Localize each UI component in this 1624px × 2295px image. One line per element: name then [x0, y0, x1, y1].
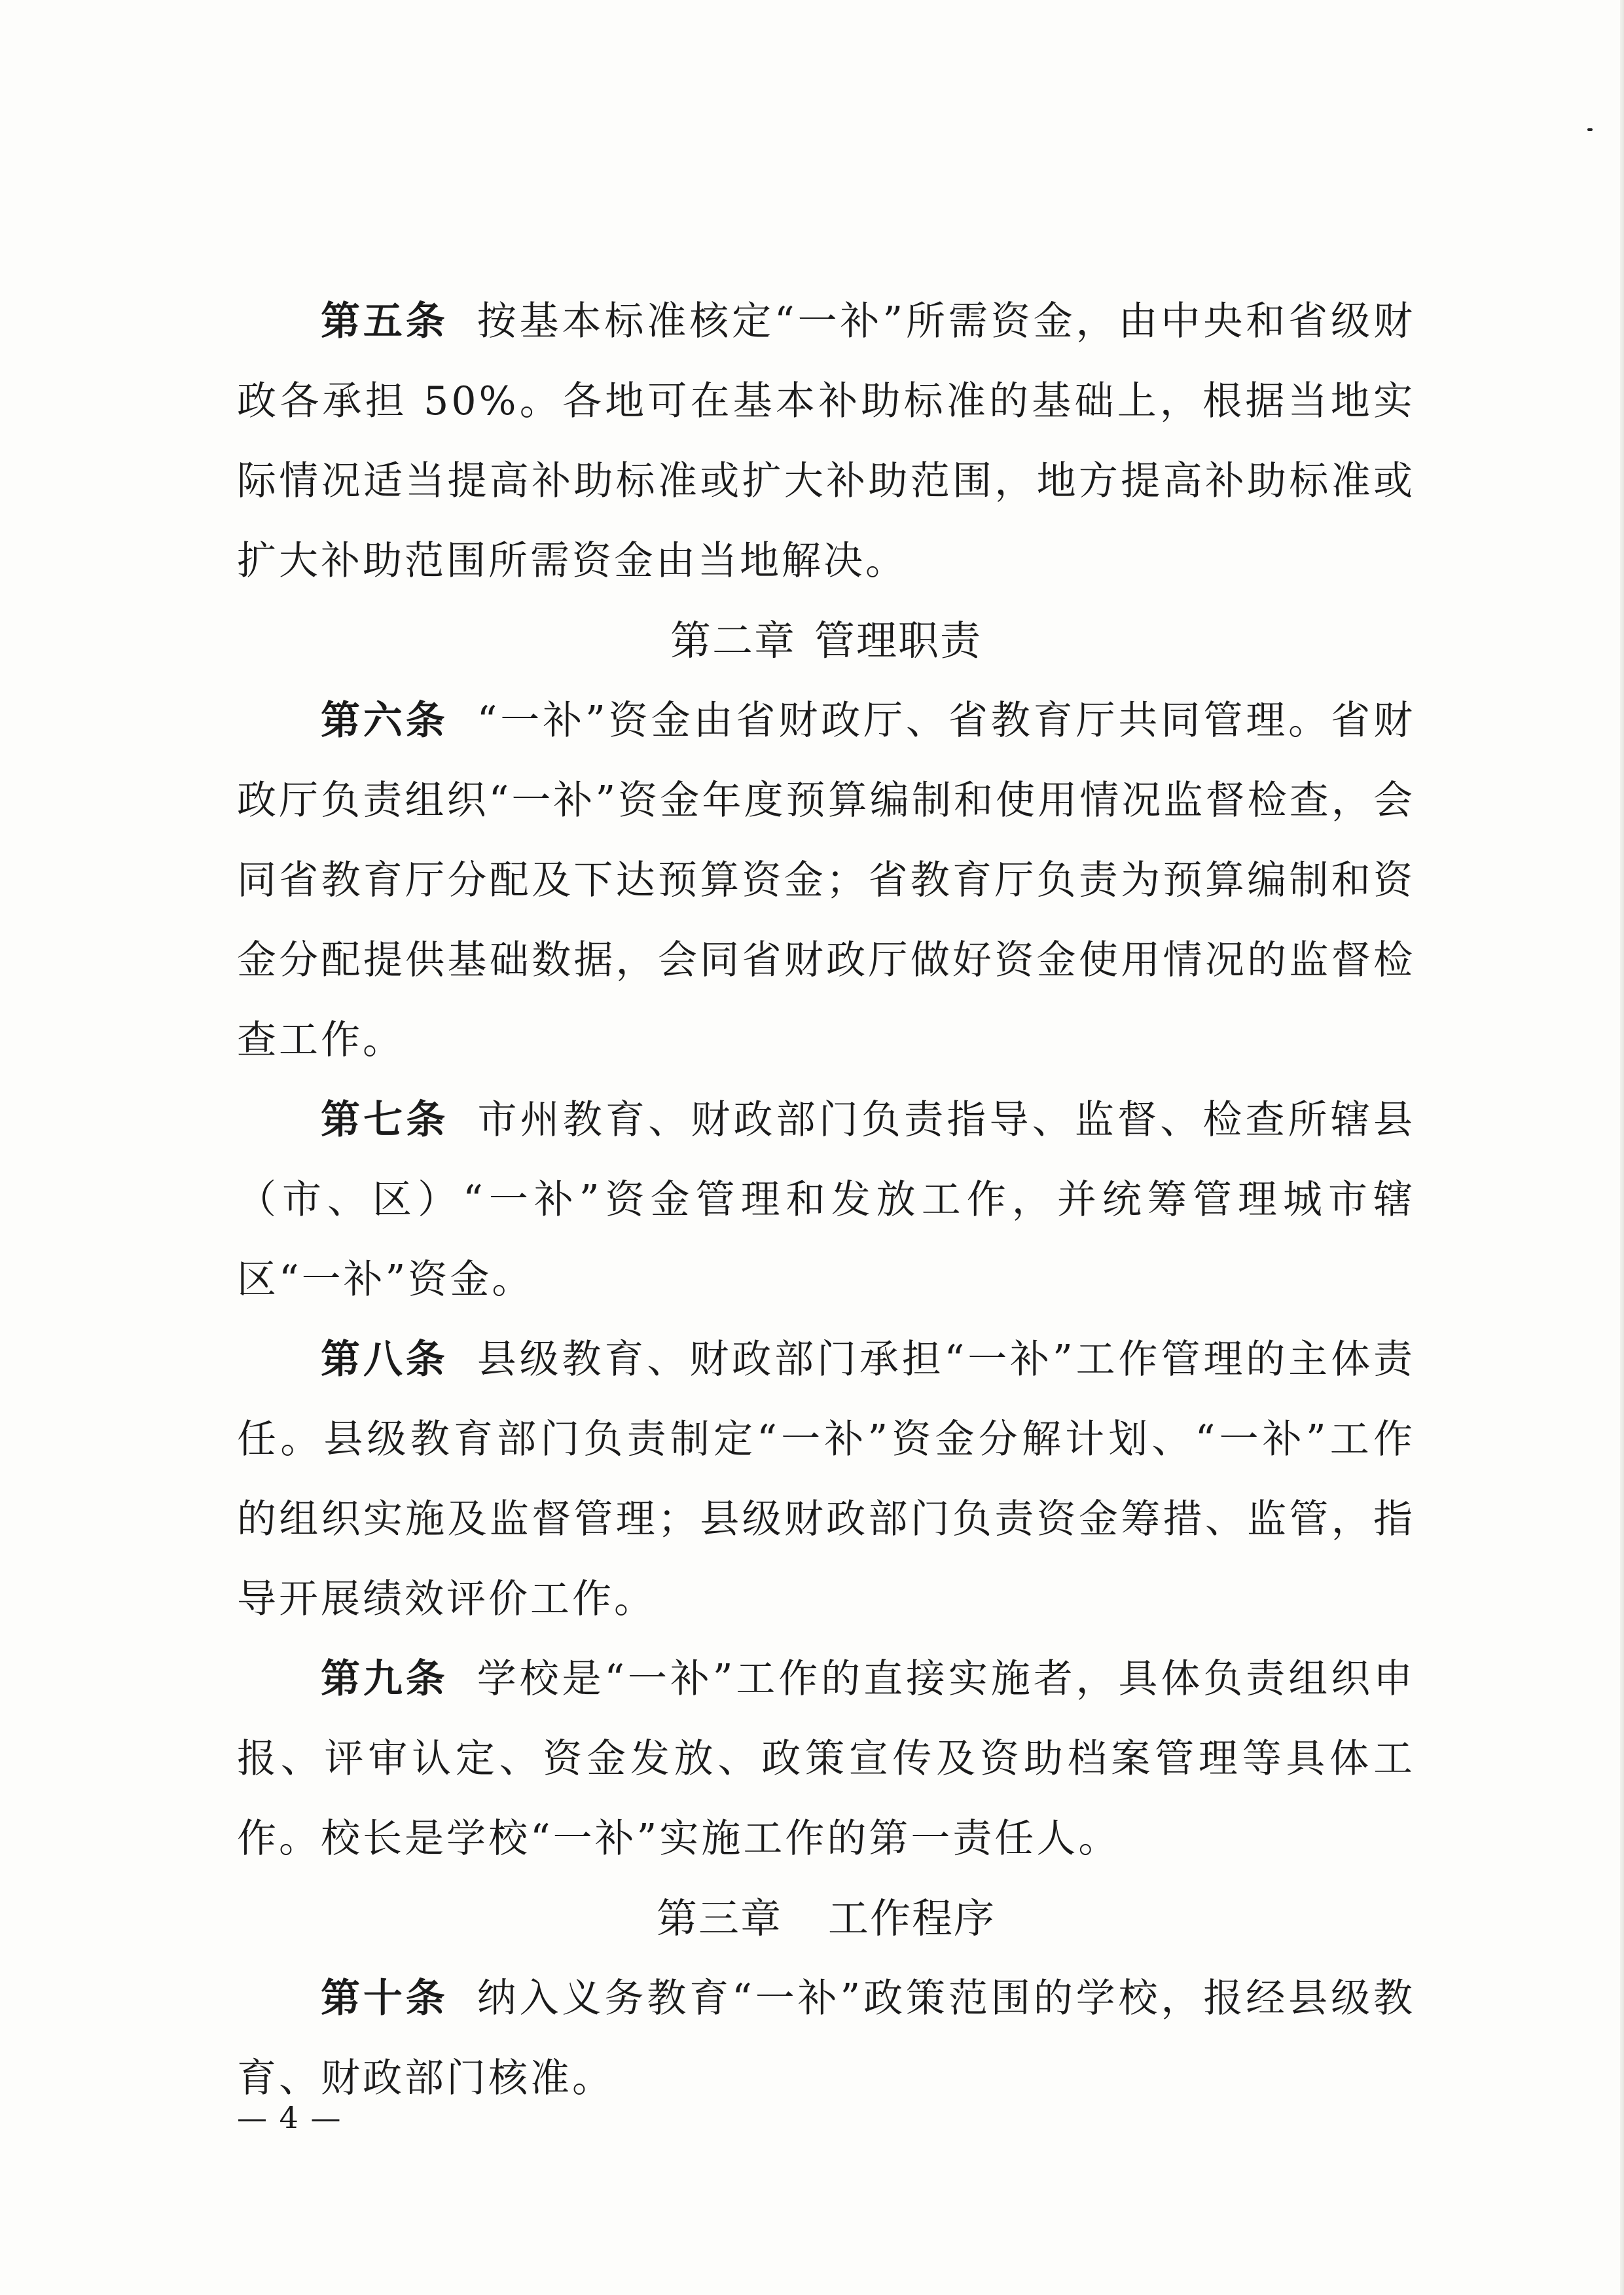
article-9-heading: 第九条	[321, 1656, 448, 1702]
article-9-text: 学校是“一补”工作的直接实施者，具体负责组织申报、评审认定、资金发放、政策宣传及资助档案管理等具体工作。校长是学校“一补”实施工作的第一责任人。	[237, 1656, 1415, 1862]
article-10-heading: 第十条	[321, 1976, 448, 2021]
article-8	[237, 1320, 1415, 1639]
document-body	[237, 281, 1415, 2118]
article-7	[237, 1080, 1415, 1320]
page-number: — 4 —	[237, 2100, 342, 2135]
article-6-text: “一补”资金由省财政厅、省教育厅共同管理。省财政厅负责组织“一补”资金年度预算编制和使用情况监督检查，会同省教育厅分配及下达预算资金；省教育厅负责为预算编制和资金分配提供基础数据，会同省财政厅做好资金使用情况的监督检查工作。	[237, 698, 1415, 1063]
scan-speck	[1587, 128, 1593, 131]
article-5-text: 按基本标准核定“一补”所需资金，由中央和省级财政各承担 50%。各地可在基本补助标准的基础上，根据当地实际情况适当提高补助标准或扩大补助范围，地方提高补助标准或扩大补助范围所需资金由当地解决。	[237, 298, 1415, 584]
scan-edge	[1620, 0, 1624, 2295]
chapter-2-number: 第二章	[670, 617, 796, 664]
article-6	[237, 681, 1415, 1080]
chapter-2-heading	[237, 601, 1415, 681]
article-10	[237, 1959, 1415, 2118]
chapter-2-title: 管理职责	[814, 617, 983, 664]
article-7-text: 市州教育、财政部门负责指导、监督、检查所辖县（市、区）“一补”资金管理和发放工作，并统筹管理城市辖区“一补”资金。	[237, 1097, 1415, 1303]
article-8-heading: 第八条	[321, 1337, 448, 1382]
article-8-text: 县级教育、财政部门承担“一补”工作管理的主体责任。县级教育部门负责制定“一补”资金分解计划、“一补”工作的组织实施及监督管理；县级财政部门负责资金筹措、监管，指导开展绩效评价工作。	[237, 1337, 1415, 1622]
chapter-3-title: 工作程序	[828, 1894, 996, 1942]
article-5-heading: 第五条	[321, 298, 448, 344]
article-9	[237, 1639, 1415, 1879]
article-6-heading: 第六条	[321, 698, 448, 744]
article-10-text: 纳入义务教育“一补”政策范围的学校，报经县级教育、财政部门核准。	[237, 1976, 1415, 2101]
article-7-heading: 第七条	[321, 1097, 449, 1143]
chapter-3-heading	[237, 1879, 1415, 1959]
article-5	[237, 281, 1415, 601]
chapter-3-number: 第三章	[656, 1894, 782, 1942]
